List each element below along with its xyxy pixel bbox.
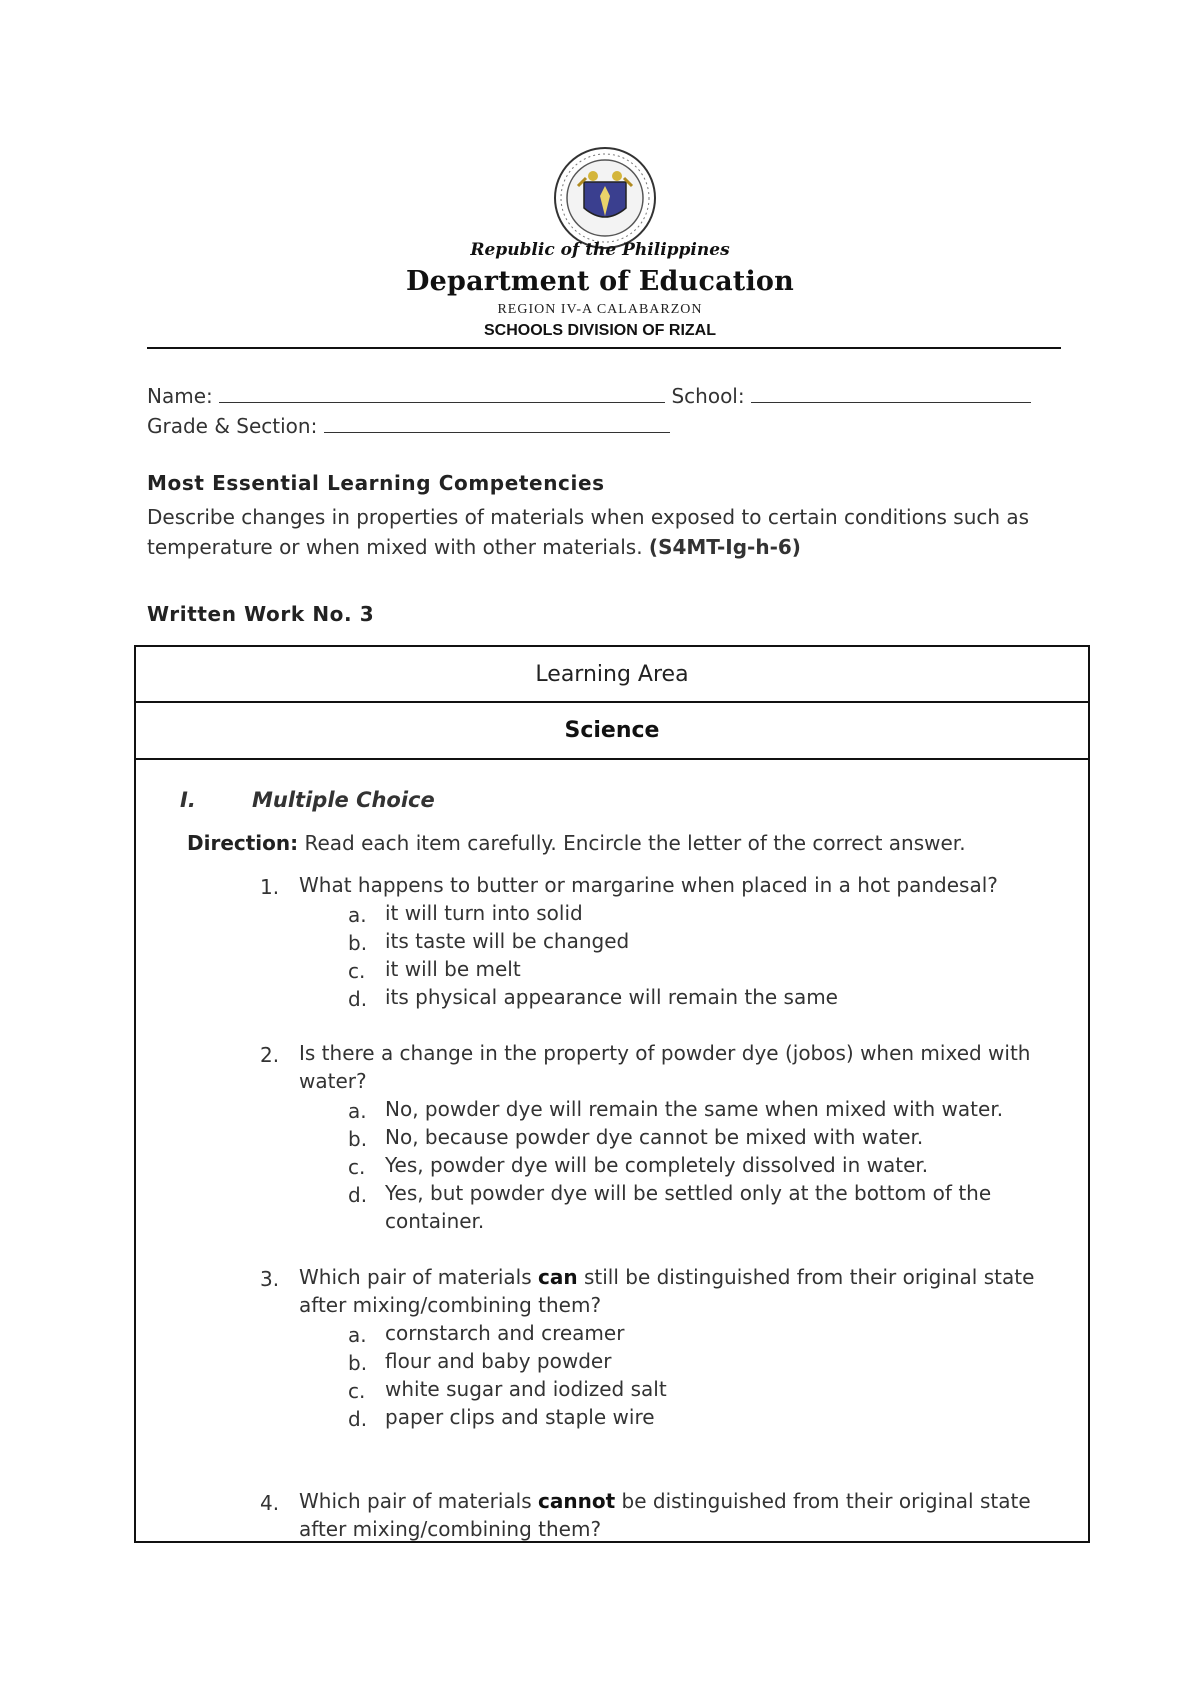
school-label: School: [671,384,745,408]
question-text-before: Which pair of materials [299,1489,532,1513]
question-text-emphasis: can [538,1265,578,1289]
option-text: cornstarch and creamer [385,1321,625,1345]
option-letter[interactable]: d. [348,1183,368,1207]
option-text: paper clips and staple wire [385,1405,655,1429]
name-school-row [147,383,1031,408]
question-text: What happens to butter or margarine when placed in a hot pandesal? [299,873,998,897]
section-heading [180,788,435,812]
header-region: REGION IV-A CALABARZON [497,302,703,317]
option-text: white sugar and iodized salt [385,1377,667,1401]
grade-section-row [147,413,670,438]
option-letter[interactable]: a. [348,1323,367,1347]
option-letter[interactable]: b. [348,1127,368,1151]
melc-code: (S4MT-Ig-h-6) [648,535,801,559]
option-text: its taste will be changed [385,929,630,953]
question-text [299,1487,1069,1543]
question-text-after: still be distinguished from their original state after mixing/combining them? [299,1265,1035,1317]
option-text: it will be melt [385,957,521,981]
worksheet-table [134,645,1090,1543]
option-letter[interactable]: a. [348,903,367,927]
name-label: Name: [147,384,213,408]
header-division: SCHOOLS DIVISION OF RIZAL [483,322,716,339]
option-text: Yes, powder dye will be completely dissolved in water. [385,1153,929,1177]
option-letter[interactable]: c. [348,959,366,983]
question-text [299,1263,1069,1319]
question-number: 4. [260,1491,280,1515]
grade-section-blank[interactable] [324,413,670,433]
option-letter[interactable]: b. [348,931,368,955]
question-text-after: be distinguished from their original state after mixing/combining them? [299,1489,1031,1541]
header-republic: Republic of the Philippines [470,240,730,260]
direction-text: Read each item carefully. Encircle the letter of the correct answer. [304,831,966,855]
question-text-emphasis: cannot [538,1489,616,1513]
melc-description [147,502,1077,562]
question-number: 2. [260,1043,280,1067]
option-text: it will turn into solid [385,901,583,925]
header-divider [147,347,1061,349]
option-text: Yes, but powder dye will be settled only at the bottom of the container. [385,1181,992,1233]
question-text: Is there a change in the property of powder dye (jobos) when mixed with water? [299,1041,1031,1093]
option-letter[interactable]: a. [348,1099,367,1123]
melc-title: Most Essential Learning Competencies [147,471,605,495]
school-blank[interactable] [751,383,1031,403]
option-text: No, powder dye will remain the same when mixed with water. [385,1097,1004,1121]
option-letter[interactable]: d. [348,987,368,1011]
melc-text: Describe changes in properties of materials when exposed to certain conditions such as temperature or when mixed with other materials. [147,505,1030,559]
option-letter[interactable]: d. [348,1407,368,1431]
question-number: 1. [260,875,280,899]
direction-label: Direction: [187,831,299,855]
section-numeral: I. [180,788,196,812]
option-text: its physical appearance will remain the same [385,985,838,1009]
section-title: Multiple Choice [252,788,435,812]
name-blank[interactable] [219,383,665,403]
question-text-before: Which pair of materials [299,1265,532,1289]
option-letter[interactable]: b. [348,1351,368,1375]
direction [187,831,966,855]
option-text: No, because powder dye cannot be mixed with water. [385,1125,924,1149]
option-letter[interactable]: c. [348,1155,366,1179]
written-work-title: Written Work No. 3 [147,602,375,626]
subject-name: Science [136,703,1088,760]
question-number: 3. [260,1267,280,1291]
learning-area-label: Learning Area [136,647,1088,703]
option-letter[interactable]: c. [348,1379,366,1403]
header-department: Department of Education [406,266,794,297]
option-text: flour and baby powder [385,1349,612,1373]
grade-section-label: Grade & Section: [147,414,318,438]
deped-seal-logo [548,146,662,250]
